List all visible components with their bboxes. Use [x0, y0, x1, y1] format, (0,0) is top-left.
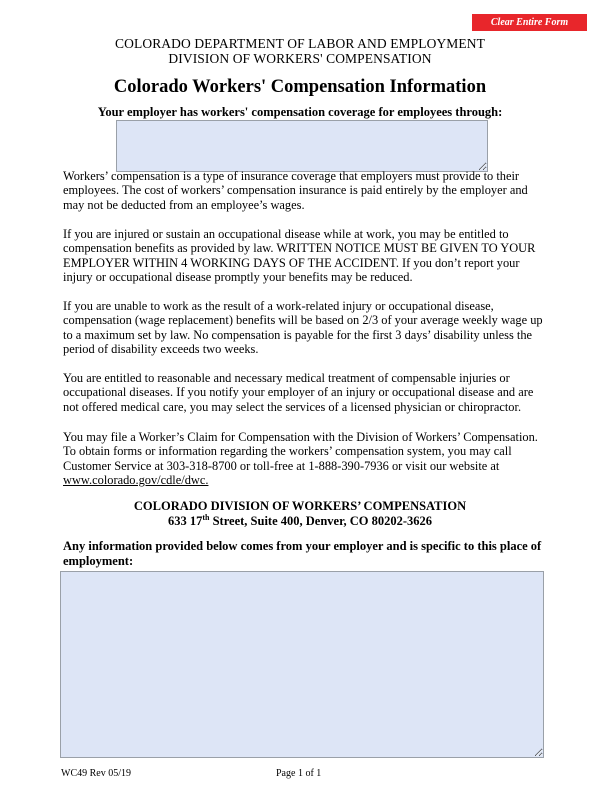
paragraph-coverage-info: Workers’ compensation is a type of insurance coverage that employers must provide to their employees. The cost of workers’ compensation insurance is paid entirely by the employer and may not be deducted from an employee’s wages.: [63, 169, 528, 212]
employer-info-label: Any information provided below comes from your employer and is specific to this place of employment:: [63, 539, 542, 568]
page-title: Colorado Workers' Compensation Information: [113, 77, 487, 97]
agency-line-2: DIVISION OF WORKERS' COMPENSATION: [168, 51, 432, 66]
division-address-block: [0, 499, 600, 529]
employer-info-field[interactable]: [60, 571, 544, 758]
coverage-label: Your employer has workers' compensation coverage for employees through:: [97, 105, 503, 119]
file-claim-text: You may file a Worker’s Claim for Compensation with the Division of Workers’ Compensation. To obtain forms or information regarding the workers’ compensation system, you may call Customer Service at 303-318-8700 or toll-free at 1-888-390-7936 or visit our website at: [63, 430, 538, 473]
paragraph-wage-benefits: If you are unable to work as the result of a work-related injury or occupational disease, compensation (wage replacement) benefits will be based on 2/3 of your average weekly wage up to a maximum set by law. No compensation is payable for the first 3 days’ disability unless the period of disability exceeds two weeks.: [63, 299, 543, 356]
division-address: 633 17th Street, Suite 400, Denver, CO 80202-3626: [167, 512, 433, 528]
clear-form-button[interactable]: Clear Entire Form: [472, 14, 587, 31]
agency-header: [0, 36, 600, 66]
dwc-website-link[interactable]: www.colorado.gov/cdle/dwc.: [63, 472, 209, 487]
agency-line-1: COLORADO DEPARTMENT OF LABOR AND EMPLOYMENT: [115, 36, 485, 51]
page-number: Page 1 of 1: [276, 768, 322, 779]
paragraph-medical-treatment: You are entitled to reasonable and necessary medical treatment of compensable injuries or occupational diseases. If you notify your employer of an injury or occupational disease and are not offered medical care, you may select the services of a licensed physician or chiropractor.: [63, 371, 534, 414]
paragraph-file-claim: [63, 430, 549, 487]
division-name: COLORADO DIVISION OF WORKERS’ COMPENSATION: [133, 499, 467, 513]
coverage-provider-field[interactable]: [116, 120, 488, 172]
form-revision: WC49 Rev 05/19: [61, 768, 131, 779]
paragraph-injury-notice: If you are injured or sustain an occupational disease while at work, you may be entitled to compensation benefits as provided by law. WRITTEN NOTICE MUST BE GIVEN TO YOUR EMPLOYER WITHIN 4 WORKING DAYS OF THE ACCIDENT. If you don’t report your injury or occupational disease promptly your benefits may be reduced.: [63, 227, 536, 284]
